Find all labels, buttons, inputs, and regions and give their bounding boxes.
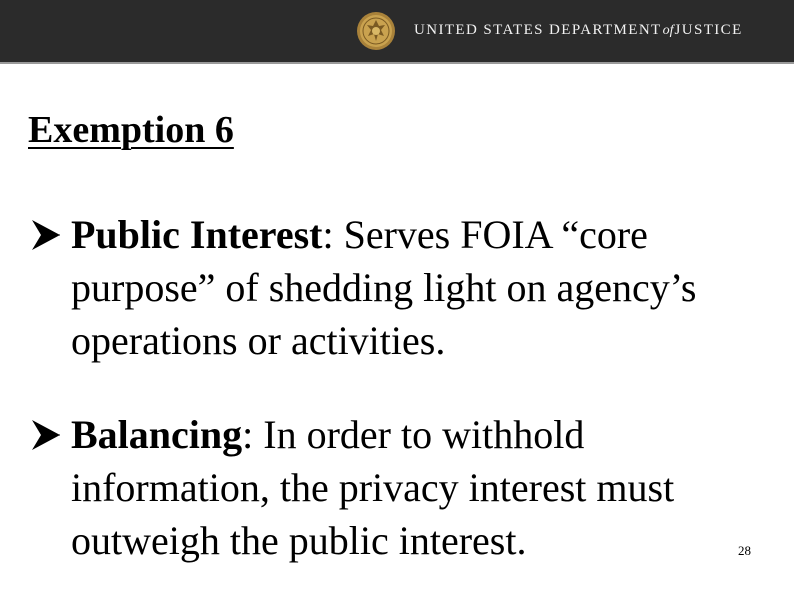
page-number: 28 — [738, 543, 751, 558]
slide-title: Exemption 6 — [28, 109, 234, 151]
bullet-term: Balancing — [71, 412, 243, 457]
bullet-text — [71, 408, 778, 567]
department-name-part2: JUSTICE — [674, 22, 743, 38]
department-name-part1: UNITED STATES DEPARTMENT — [414, 22, 662, 38]
bullet-term: Public Interest — [71, 212, 323, 257]
bullet-body: : In order to withhold information, the privacy interest must outweigh the public interest. — [71, 412, 675, 563]
header-bar — [0, 0, 794, 62]
bullet-public-interest — [28, 208, 778, 367]
bullet-balancing — [28, 408, 778, 567]
bullet-body: : Serves FOIA “core purpose” of shedding light on agency’s operations or activities. — [71, 212, 697, 363]
bullet-text — [71, 208, 778, 367]
department-name — [414, 22, 743, 39]
arrow-bullet-icon — [28, 208, 66, 261]
department-name-of: of — [662, 23, 674, 38]
header-rule — [0, 62, 794, 64]
doj-seal-icon — [356, 11, 396, 51]
arrow-bullet-icon — [28, 408, 66, 461]
